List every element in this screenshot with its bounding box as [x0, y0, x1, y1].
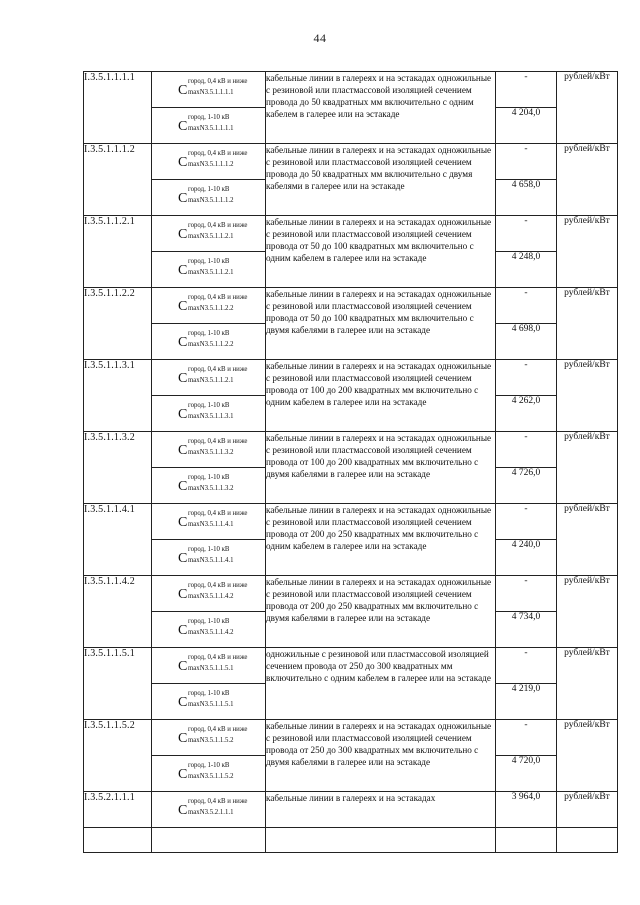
formula-symbol: C — [178, 695, 188, 710]
formula-superscript: город, 0,4 кВ и ниже — [188, 438, 248, 445]
unit-cell: рублей/кВт — [557, 72, 618, 144]
unit-cell: рублей/кВт — [557, 720, 618, 792]
formula-symbol: C — [178, 227, 188, 242]
formula-subscript: maxN3.5.1.1.3.1 — [188, 413, 234, 420]
value-cell: 4 240,0 — [496, 540, 557, 576]
formula-c — [152, 540, 265, 575]
formula-symbol: C — [178, 515, 188, 530]
formula-subscript: maxN3.5.1.1.2.2 — [188, 305, 234, 312]
unit-cell: рублей/кВт — [557, 360, 618, 432]
formula-cell — [152, 360, 266, 396]
description: кабельные линии в галереях и на эстакадах одножильные с резиновой или пластмассовой изоляцией сечением провода от 50 до 100 квадратных мм включительно с одним кабелем в галерее или на эстакаде — [266, 216, 496, 288]
description: кабельные линии в галереях и на эстакадах одножильные с резиновой или пластмассовой изоляцией сечением провода от 100 до 200 квадратных мм включительно с одним кабелем в галерее или на эстакаде — [266, 360, 496, 432]
description: кабельные линии в галереях и на эстакадах одножильные с резиновой или пластмассовой изоляцией сечением провода до 50 квадратных мм включительно с одним кабелем в галерее или на эстакаде — [266, 72, 496, 144]
formula-symbol: C — [178, 407, 188, 422]
tariff-code: I.3.5.2.1.1.1 — [84, 792, 152, 828]
value-cell: - — [496, 72, 557, 108]
tariff-code: I.3.5.1.1.4.1 — [84, 504, 152, 576]
description: кабельные линии в галереях и на эстакадах одножильные с резиновой или пластмассовой изоляцией сечением провода до 50 квадратных мм включительно с двумя кабелями в галерее или на эстакаде — [266, 144, 496, 216]
table-row — [84, 720, 618, 756]
formula-superscript: город, 0,4 кВ и ниже — [188, 150, 248, 157]
unit-cell: рублей/кВт — [557, 216, 618, 288]
formula-c — [152, 180, 265, 215]
formula-c — [152, 216, 265, 251]
formula-subscript: maxN3.5.1.1.3.2 — [188, 449, 234, 456]
formula-cell — [152, 216, 266, 252]
formula-subscript: maxN3.5.1.1.2.1 — [188, 233, 234, 240]
table-row — [84, 504, 618, 540]
formula-subscript: maxN3.5.1.1.1.1 — [188, 89, 234, 96]
formula-symbol: C — [178, 119, 188, 134]
table-row — [84, 648, 618, 684]
value-cell: - — [496, 288, 557, 324]
tariff-code: I.3.5.1.1.3.2 — [84, 432, 152, 504]
formula-superscript: город, 0,4 кВ и ниже — [188, 726, 248, 733]
description: кабельные линии в галереях и на эстакадах одножильные с резиновой или пластмассовой изоляцией сечением провода от 200 до 250 квадратных мм включительно с одним кабелем в галерее или на эстакаде — [266, 504, 496, 576]
table-row — [84, 144, 618, 180]
formula-symbol: C — [178, 623, 188, 638]
formula-superscript: город, 0,4 кВ и ниже — [188, 654, 248, 661]
description: одножильные с резиновой или пластмассовой изоляцией сечением провода от 250 до 300 квадратных мм включительно с одним кабелем в галерее или на эстакаде — [266, 648, 496, 720]
tariff-code: I.3.5.1.1.2.2 — [84, 288, 152, 360]
value-cell: - — [496, 144, 557, 180]
table-row — [84, 288, 618, 324]
value-cell: - — [496, 504, 557, 540]
formula-c — [152, 432, 265, 467]
value-cell: - — [496, 648, 557, 684]
formula-subscript: maxN3.5.1.1.2.2 — [188, 341, 234, 348]
formula-cell — [152, 324, 266, 360]
formula-superscript: город, 0,4 кВ и ниже — [188, 582, 248, 589]
value-cell: 4 219,0 — [496, 684, 557, 720]
formula-cell — [152, 720, 266, 756]
formula-superscript: город, 1-10 кВ — [188, 546, 230, 553]
formula-c — [152, 468, 265, 503]
formula-symbol: C — [178, 659, 188, 674]
formula-cell — [152, 72, 266, 108]
formula-c — [152, 792, 265, 827]
formula-subscript: maxN3.5.1.1.4.1 — [188, 521, 234, 528]
description: кабельные линии в галереях и на эстакадах одножильные с резиновой или пластмассовой изоляцией сечением провода от 50 до 100 квадратных мм включительно с двумя кабелями в галерее или на эстакаде — [266, 288, 496, 360]
formula-c — [152, 576, 265, 611]
value-cell: 4 726,0 — [496, 468, 557, 504]
unit-cell: рублей/кВт — [557, 144, 618, 216]
formula-cell — [152, 576, 266, 612]
formula-symbol: C — [178, 731, 188, 746]
value-cell: 4 262,0 — [496, 396, 557, 432]
table-row — [84, 216, 618, 252]
formula-superscript: город, 0,4 кВ и ниже — [188, 510, 248, 517]
formula-subscript: maxN3.5.1.1.3.2 — [188, 485, 234, 492]
empty-cell — [496, 828, 557, 853]
formula-symbol: C — [178, 335, 188, 350]
formula-superscript: город, 1-10 кВ — [188, 114, 230, 121]
formula-c — [152, 396, 265, 431]
unit-cell: рублей/кВт — [557, 504, 618, 576]
formula-cell — [152, 396, 266, 432]
formula-symbol: C — [178, 299, 188, 314]
formula-subscript: maxN3.5.1.1.1.1 — [188, 125, 234, 132]
tariff-code: I.3.5.1.1.5.1 — [84, 648, 152, 720]
unit-cell: рублей/кВт — [557, 792, 618, 828]
formula-superscript: город, 0,4 кВ и ниже — [188, 78, 248, 85]
formula-subscript: maxN3.5.1.1.2.1 — [188, 377, 234, 384]
formula-superscript: город, 1-10 кВ — [188, 762, 230, 769]
formula-cell — [152, 468, 266, 504]
value-cell: - — [496, 576, 557, 612]
formula-subscript: maxN3.5.1.1.2.1 — [188, 269, 234, 276]
formula-superscript: город, 0,4 кВ и ниже — [188, 294, 248, 301]
formula-cell — [152, 792, 266, 828]
formula-c — [152, 684, 265, 719]
formula-c — [152, 648, 265, 683]
tariff-code: I.3.5.1.1.4.2 — [84, 576, 152, 648]
formula-subscript: maxN3.5.1.1.5.2 — [188, 737, 234, 744]
formula-cell — [152, 540, 266, 576]
tariff-code: I.3.5.1.1.2.1 — [84, 216, 152, 288]
formula-superscript: город, 1-10 кВ — [188, 690, 230, 697]
empty-cell — [84, 828, 152, 853]
formula-symbol: C — [178, 263, 188, 278]
formula-symbol: C — [178, 479, 188, 494]
value-cell: - — [496, 216, 557, 252]
formula-c — [152, 612, 265, 647]
table-row — [84, 72, 618, 108]
table-row — [84, 792, 618, 828]
formula-cell — [152, 252, 266, 288]
formula-c — [152, 324, 265, 359]
formula-subscript: maxN3.5.2.1.1.1 — [188, 809, 234, 816]
value-cell: 4 720,0 — [496, 756, 557, 792]
unit-cell: рублей/кВт — [557, 432, 618, 504]
value-cell: 4 248,0 — [496, 252, 557, 288]
formula-superscript: город, 1-10 кВ — [188, 474, 230, 481]
formula-symbol: C — [178, 767, 188, 782]
table-row — [84, 432, 618, 468]
formula-symbol: C — [178, 155, 188, 170]
formula-cell — [152, 144, 266, 180]
unit-cell: рублей/кВт — [557, 288, 618, 360]
formula-superscript: город, 1-10 кВ — [188, 330, 230, 337]
tariff-code: I.3.5.1.1.1.1 — [84, 72, 152, 144]
empty-cell — [152, 828, 266, 853]
value-cell: 3 964,0 — [496, 792, 557, 828]
value-cell: 4 698,0 — [496, 324, 557, 360]
formula-c — [152, 108, 265, 143]
description: кабельные линии в галереях и на эстакадах одножильные с резиновой или пластмассовой изоляцией сечением провода от 250 до 300 квадратных мм включительно с двумя кабелями в галерее или на эстакаде — [266, 720, 496, 792]
formula-superscript: город, 1-10 кВ — [188, 402, 230, 409]
formula-subscript: maxN3.5.1.1.5.1 — [188, 701, 234, 708]
formula-superscript: город, 1-10 кВ — [188, 258, 230, 265]
empty-cell — [266, 828, 496, 853]
formula-superscript: город, 0,4 кВ и ниже — [188, 798, 248, 805]
formula-symbol: C — [178, 191, 188, 206]
tariff-code: I.3.5.1.1.3.1 — [84, 360, 152, 432]
page-number: 44 — [313, 31, 327, 45]
empty-cell — [557, 828, 618, 853]
value-cell: 4 658,0 — [496, 180, 557, 216]
unit-cell: рублей/кВт — [557, 576, 618, 648]
formula-subscript: maxN3.5.1.1.1.2 — [188, 161, 234, 168]
formula-c — [152, 72, 265, 107]
table-row — [84, 360, 618, 396]
formula-c — [152, 252, 265, 287]
table-row — [84, 576, 618, 612]
formula-subscript: maxN3.5.1.1.4.2 — [188, 593, 234, 600]
formula-cell — [152, 108, 266, 144]
formula-subscript: maxN3.5.1.1.4.1 — [188, 557, 234, 564]
formula-c — [152, 720, 265, 755]
tariff-table — [83, 71, 618, 853]
formula-cell — [152, 504, 266, 540]
formula-cell — [152, 612, 266, 648]
value-cell: 4 204,0 — [496, 108, 557, 144]
formula-cell — [152, 648, 266, 684]
formula-symbol: C — [178, 443, 188, 458]
formula-cell — [152, 684, 266, 720]
formula-symbol: C — [178, 803, 188, 818]
formula-symbol: C — [178, 587, 188, 602]
formula-subscript: maxN3.5.1.1.5.2 — [188, 773, 234, 780]
value-cell: - — [496, 432, 557, 468]
formula-superscript: город, 1-10 кВ — [188, 618, 230, 625]
tariff-code: I.3.5.1.1.1.2 — [84, 144, 152, 216]
formula-cell — [152, 180, 266, 216]
formula-superscript: город, 1-10 кВ — [188, 186, 230, 193]
formula-cell — [152, 432, 266, 468]
formula-symbol: C — [178, 83, 188, 98]
formula-subscript: maxN3.5.1.1.4.2 — [188, 629, 234, 636]
description: кабельные линии в галереях и на эстакадах одножильные с резиновой или пластмассовой изоляцией сечением провода от 200 до 250 квадратных мм включительно с двумя кабелями в галерее или на эстакаде — [266, 576, 496, 648]
formula-cell — [152, 288, 266, 324]
formula-c — [152, 360, 265, 395]
formula-c — [152, 144, 265, 179]
value-cell: 4 734,0 — [496, 612, 557, 648]
unit-cell: рублей/кВт — [557, 648, 618, 720]
formula-symbol: C — [178, 551, 188, 566]
formula-c — [152, 504, 265, 539]
formula-superscript: город, 0,4 кВ и ниже — [188, 366, 248, 373]
formula-subscript: maxN3.5.1.1.1.2 — [188, 197, 234, 204]
formula-subscript: maxN3.5.1.1.5.1 — [188, 665, 234, 672]
tariff-code: I.3.5.1.1.5.2 — [84, 720, 152, 792]
formula-c — [152, 756, 265, 791]
table-continuation — [84, 828, 618, 853]
value-cell: - — [496, 360, 557, 396]
description: кабельные линии в галереях и на эстакадах одножильные с резиновой или пластмассовой изоляцией сечением провода от 100 до 200 квадратных мм включительно с двумя кабелями в галерее или на эстакаде — [266, 432, 496, 504]
formula-c — [152, 288, 265, 323]
formula-symbol: C — [178, 371, 188, 386]
value-cell: - — [496, 720, 557, 756]
formula-cell — [152, 756, 266, 792]
description: кабельные линии в галереях и на эстакадах — [266, 792, 496, 828]
formula-superscript: город, 0,4 кВ и ниже — [188, 222, 248, 229]
